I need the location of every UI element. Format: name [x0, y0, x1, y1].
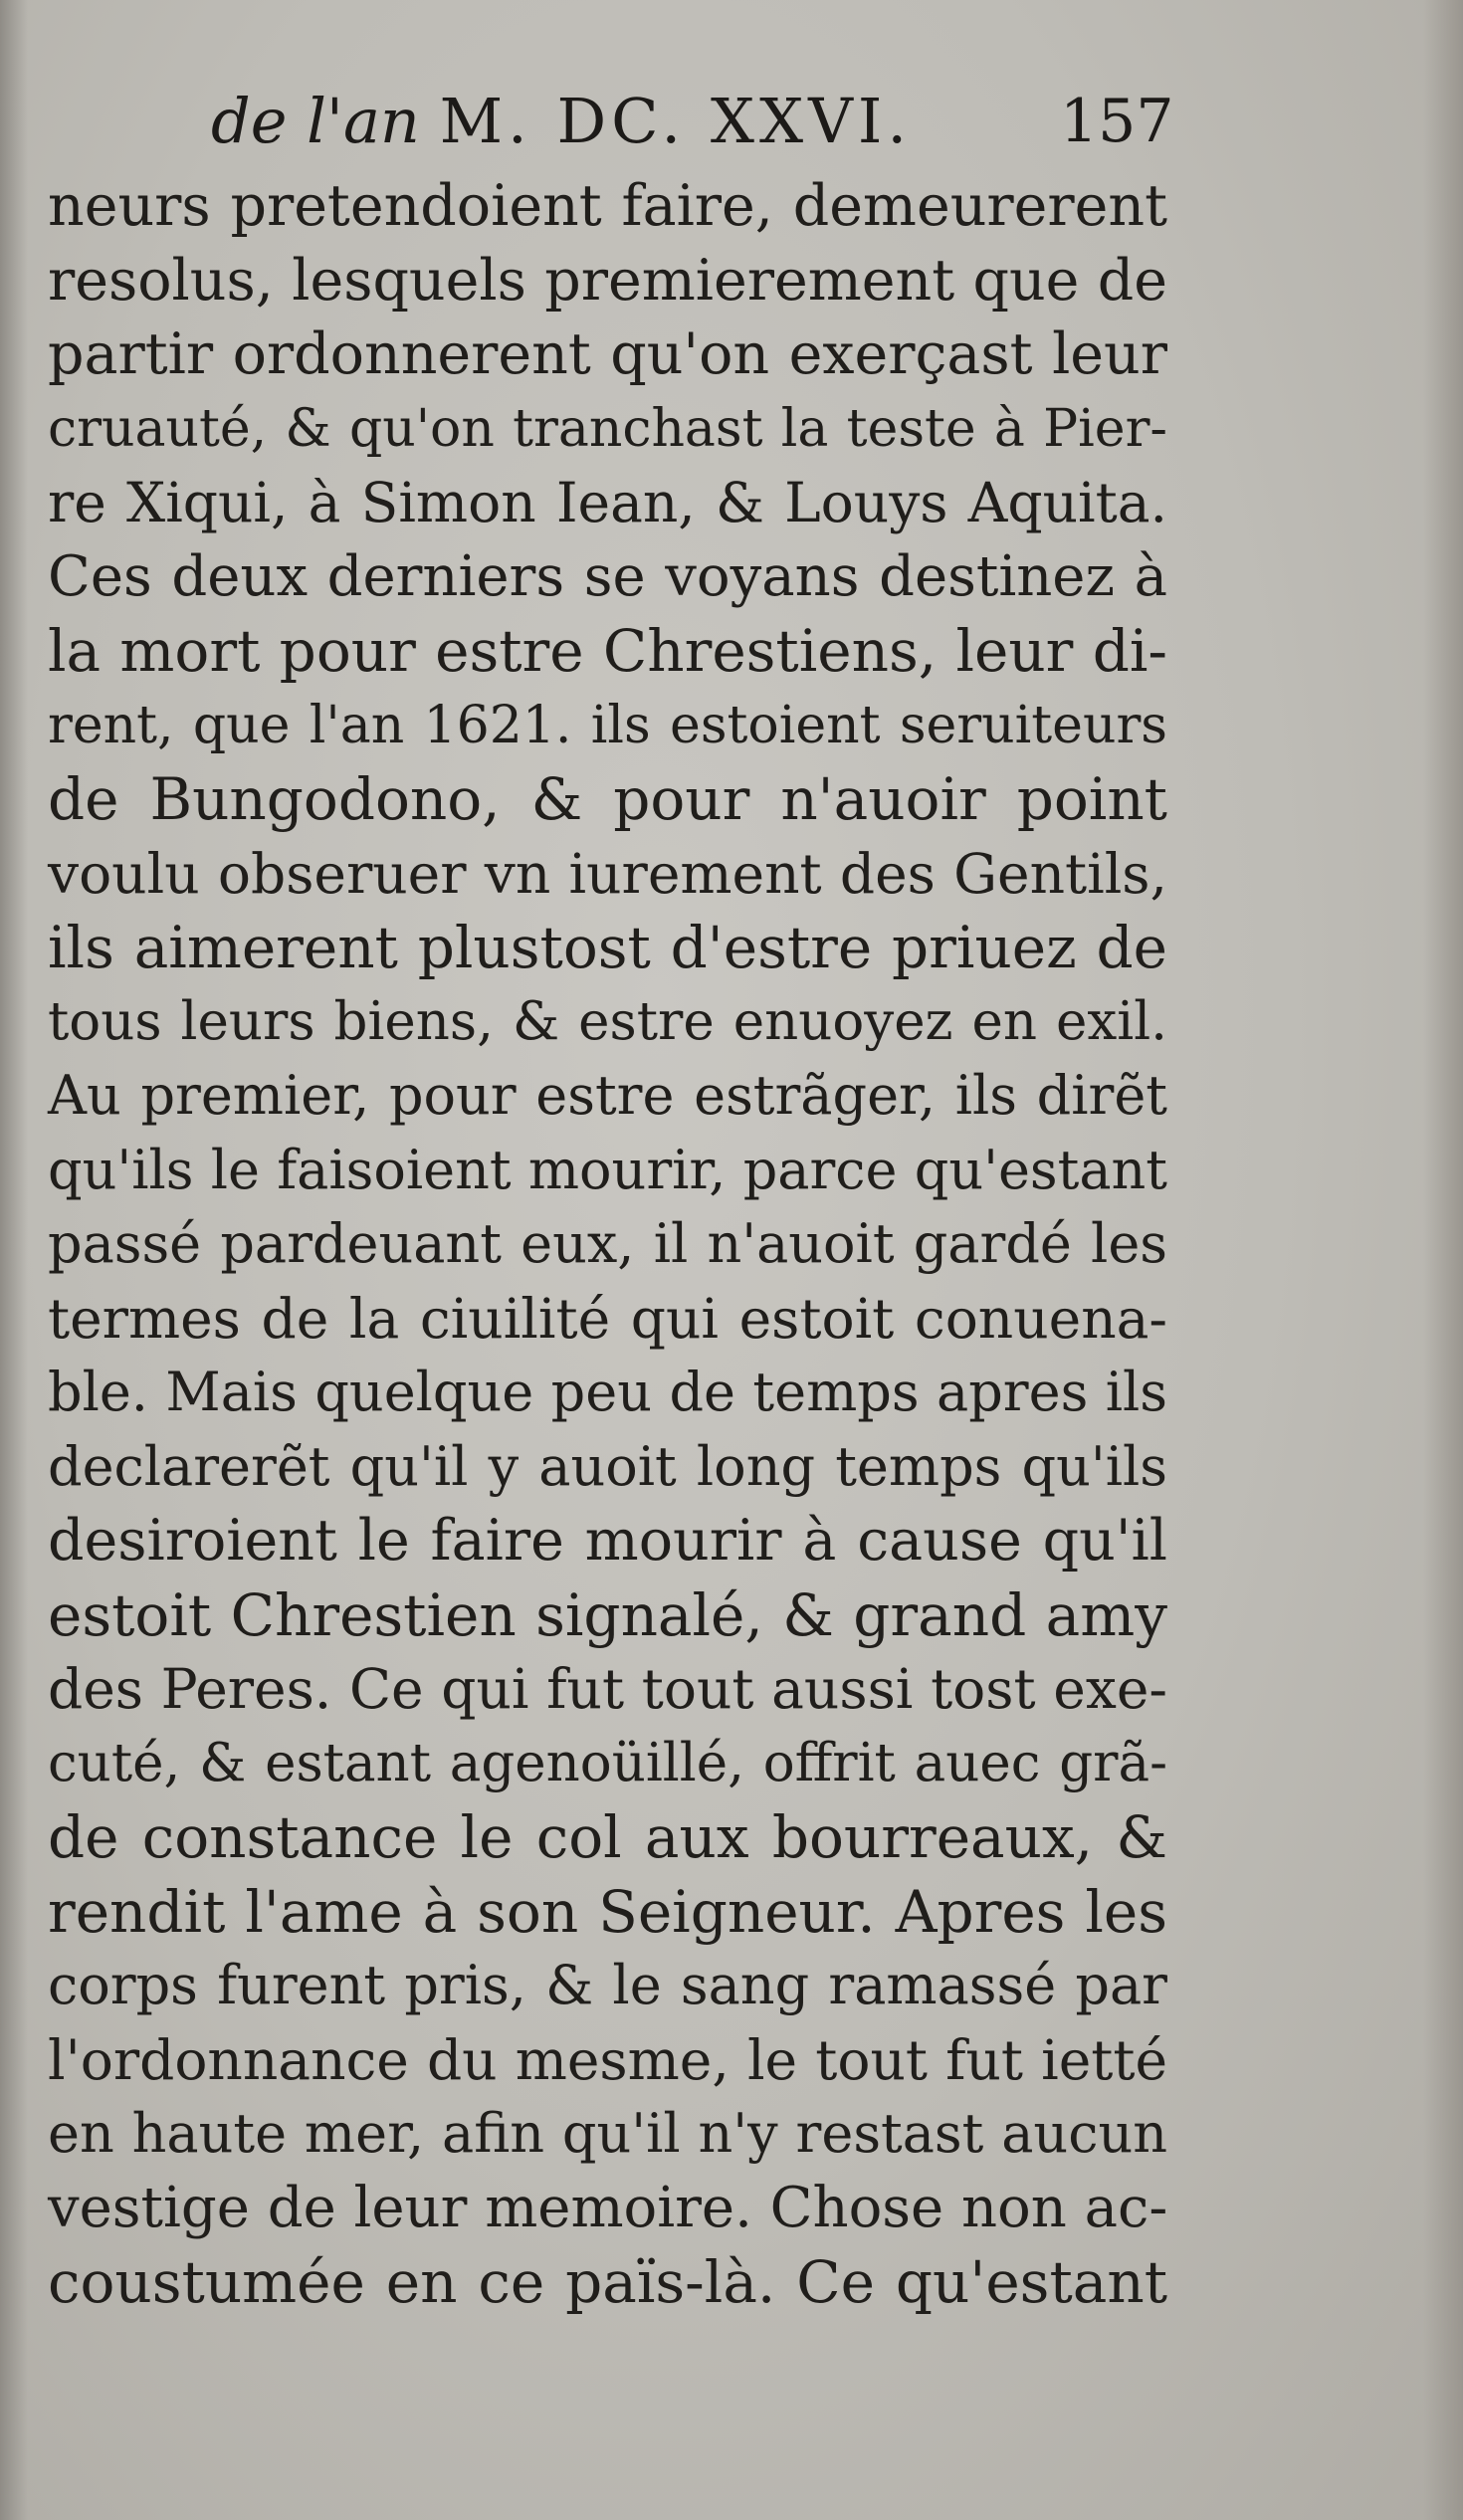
- running-title: [211, 82, 912, 161]
- text-line: cuté, & estant agenoüillé, offrit auec grã-: [48, 1732, 1167, 1793]
- text-line: tous leurs biens, & estre enuoyez en exil.: [48, 990, 1167, 1052]
- text-line: en haute mer, afin qu'il n'y restast aucun: [48, 2102, 1167, 2165]
- text-line: passé pardeuant eux, il n'auoit gardé les: [48, 1212, 1167, 1275]
- page-edge-shadow: [1423, 0, 1463, 2520]
- text-line: cruauté, & qu'on tranchast la teste à Pier-: [48, 398, 1167, 459]
- text-line: l'ordonnance du mesme, le tout fut ietté: [48, 2027, 1167, 2092]
- text-line: rendit l'ame à son Seigneur. Apres les: [48, 1877, 1167, 1946]
- text-line: voulu obseruer vn iurement des Gentils,: [48, 841, 1167, 906]
- page-header: [0, 82, 1463, 161]
- text-line: resolus, lesquels premierement que de: [48, 247, 1167, 314]
- text-line: des Peres. Ce qui fut tout aussi tost exe-: [48, 1657, 1167, 1721]
- page-number: 157: [1060, 87, 1174, 156]
- running-title-italic: de l'an: [211, 85, 420, 157]
- text-line: la mort pour estre Chrestiens, leur di-: [48, 617, 1167, 685]
- body-text: [48, 169, 1167, 2320]
- text-line: Au premier, pour estre estrãger, ils dirẽt: [48, 1064, 1167, 1127]
- text-line: estoit Chrestien signalé, & grand amy: [48, 1580, 1167, 1649]
- text-line: corps furent pris, & le sang ramassé par: [48, 1954, 1167, 2016]
- text-line: coustumée en ce païs-là. Ce qu'estant: [48, 2248, 1167, 2316]
- text-line: rent, que l'an 1621. ils estoient seruiteurs: [48, 695, 1167, 755]
- text-line: partir ordonnerent qu'on exerçast leur: [48, 321, 1167, 387]
- text-line: declarerẽt qu'il y auoit long temps qu'ils: [48, 1434, 1167, 1498]
- text-line: de Bungodono, & pour n'auoir point: [48, 765, 1167, 833]
- running-title-year: M. DC. XXVI.: [439, 85, 913, 157]
- text-line: qu'ils le faisoient mourir, parce qu'estant: [48, 1138, 1167, 1201]
- text-line: termes de la ciuilité qui estoit conuena-: [48, 1286, 1167, 1351]
- text-line: neurs pretendoient faire, demeurerent: [48, 173, 1167, 239]
- text-line: vestige de leur memoire. Chose non ac-: [48, 2175, 1168, 2240]
- text-line: desiroient le faire mourir à cause qu'il: [48, 1508, 1167, 1574]
- text-line: re Xiqui, à Simon Iean, & Louys Aquita.: [48, 471, 1167, 534]
- text-line: Ces deux derniers se voyans destinez à: [48, 543, 1167, 609]
- page-gutter-shadow: [0, 0, 28, 2520]
- text-line: ils aimerent plustost d'estre priuez de: [48, 914, 1167, 981]
- text-line: ble. Mais quelque peu de temps apres ils: [48, 1361, 1167, 1423]
- text-line: de constance le col aux bourreaux, &: [48, 1803, 1167, 1871]
